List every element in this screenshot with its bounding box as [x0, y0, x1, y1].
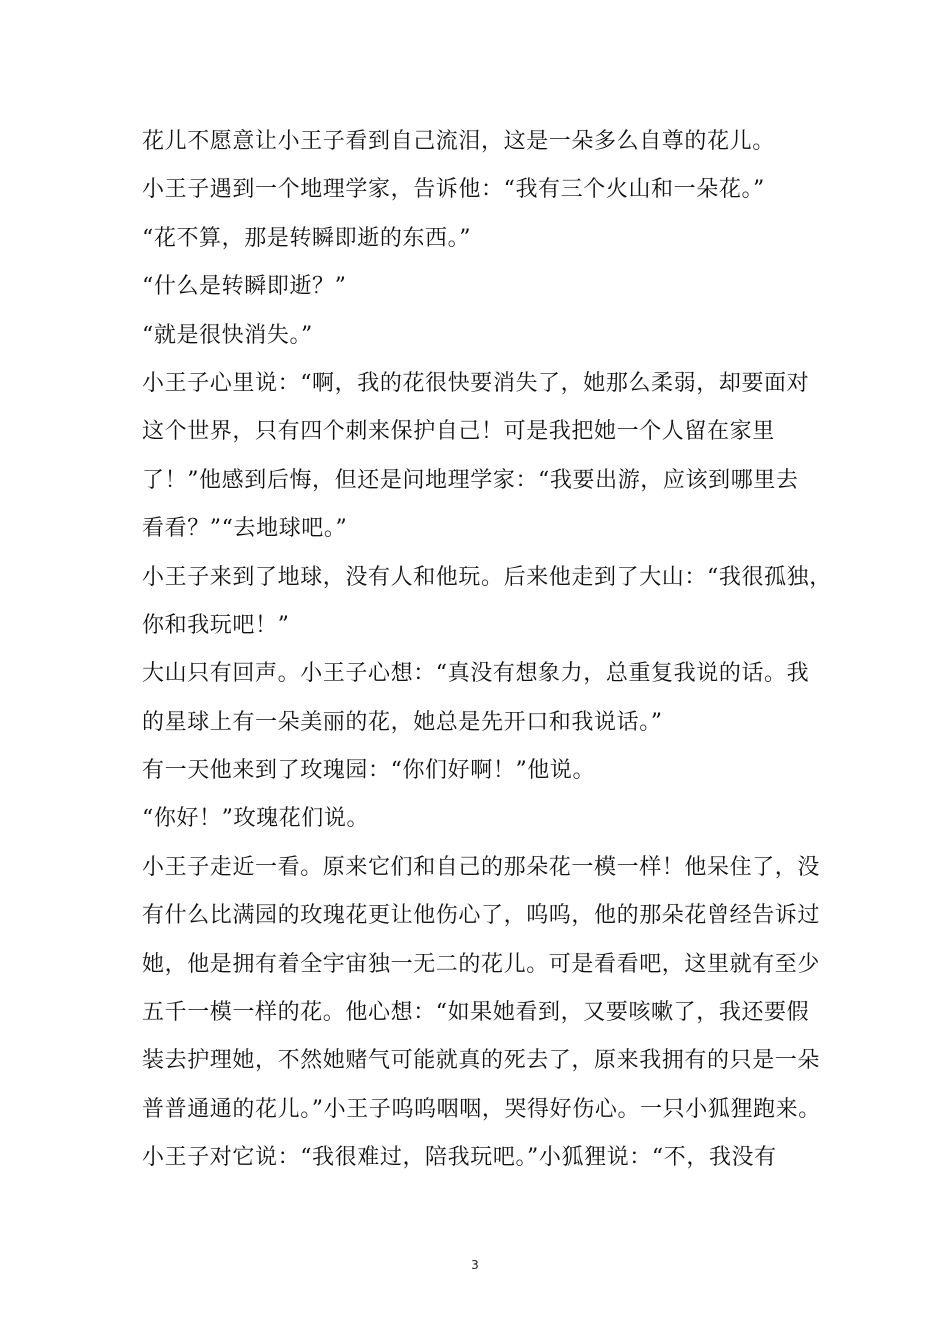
- text-line: “就是很快消失。”: [142, 322, 313, 348]
- text-line: “什么是转瞬即逝？”: [142, 274, 347, 300]
- text-line: 装去护理她，不然她赌气可能就真的死去了，原来我拥有的只是一朵: [142, 1048, 821, 1074]
- text-line: 普普通通的花儿。”小王子呜呜咽咽，哭得好伤心。一只小狐狸跑来。: [142, 1096, 821, 1122]
- text-line: 你和我玩吧！”: [142, 612, 290, 638]
- text-line: 了！”他感到后悔，但还是问地理学家：“我要出游，应该到哪里去: [142, 467, 799, 493]
- text-line: 小王子心里说：“啊，我的花很快要消失了，她那么柔弱，却要面对: [142, 370, 810, 396]
- text-line: 的星球上有一朵美丽的花，她总是先开口和我说话。”: [142, 709, 663, 735]
- text-line: 五千一模一样的花。他心想：“如果她看到，又要咳嗽了，我还要假: [142, 1000, 810, 1026]
- text-line: 小王子来到了地球，没有人和他玩。后来他走到了大山：“我很孤独，: [142, 564, 832, 590]
- page-number: 3: [471, 1258, 479, 1272]
- body-text: [142, 118, 832, 1183]
- text-line: “花不算，那是转瞬即逝的东西。”: [142, 225, 472, 251]
- text-line: 有一天他来到了玫瑰园：“你们好啊！”他说。: [142, 758, 596, 784]
- text-line: 花儿不愿意让小王子看到自己流泪，这是一朵多么自尊的花儿。: [142, 129, 775, 154]
- text-line: “你好！”玫瑰花们说。: [142, 806, 370, 832]
- text-line: 这个世界，只有四个刺来保护自己！可是我把她一个人留在家里: [142, 419, 775, 445]
- text-line: 大山只有回声。小王子心想：“真没有想象力，总重复我说的话。我: [142, 661, 810, 687]
- text-line: 有什么比满园的玫瑰花更让他伤心了，呜呜，他的那朵花曾经告诉过: [142, 903, 821, 929]
- text-line: 看看？”“去地球吧。”: [142, 516, 348, 542]
- text-line: 她，他是拥有着全宇宙独一无二的花儿。可是看看吧，这里就有至少: [142, 951, 821, 977]
- text-line: 小王子走近一看。原来它们和自己的那朵花一模一样！他呆住了，没: [142, 854, 821, 880]
- text-line: 小王子遇到一个地理学家，告诉他：“我有三个火山和一朵花。”: [142, 177, 765, 203]
- text-line: 小王子对它说：“我很难过，陪我玩吧。”小狐狸说：“不，我没有: [142, 1145, 777, 1171]
